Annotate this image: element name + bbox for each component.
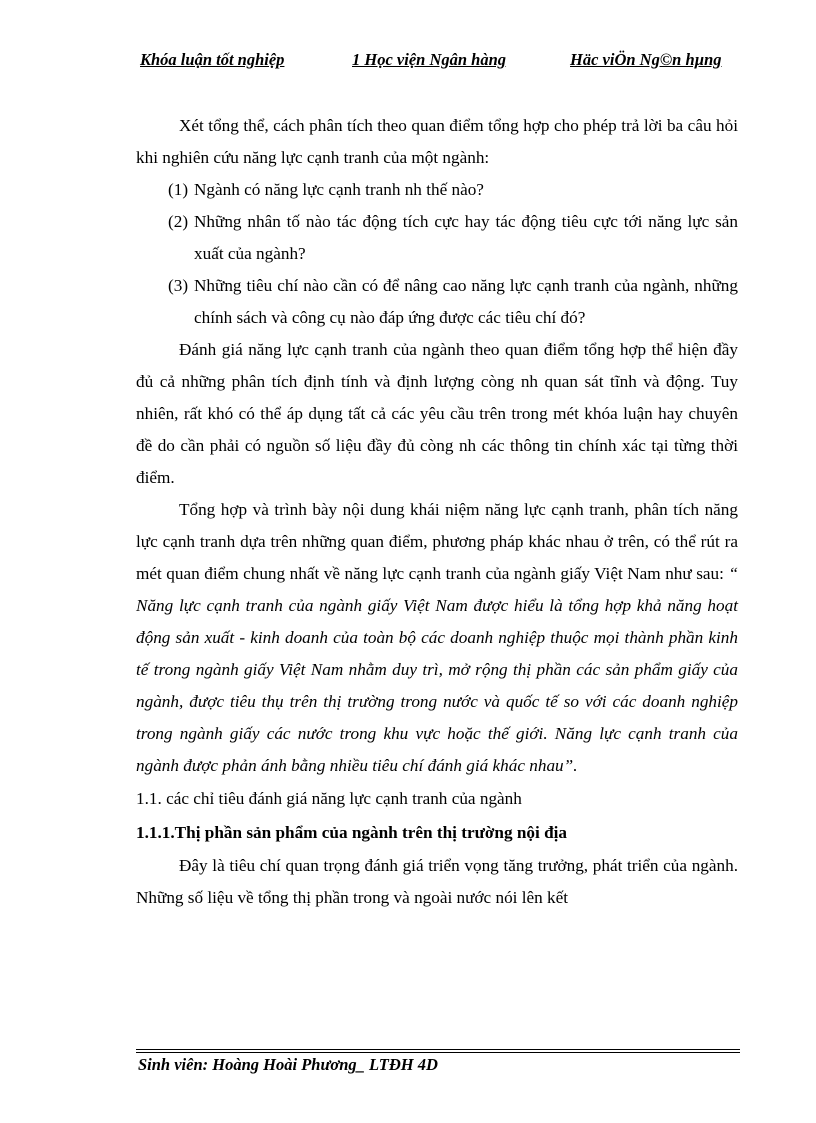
question-text: Những nhân tố nào tác động tích cực hay tác động tiêu cực tới năng lực sản xuất của ngành? xyxy=(194,212,738,263)
header-middle: 1 Học viện Ngân hàng xyxy=(352,50,507,69)
subsection-heading: 1.1.1.Thị phần sản phẩm của ngành trên thị trường nội địa xyxy=(136,823,568,842)
question-number: (1) xyxy=(168,180,189,199)
question-text: Ngành có năng lực cạnh tranh nh thế nào? xyxy=(194,180,484,199)
market-share-paragraph: Đây là tiêu chí quan trọng đánh giá triển vọng tăng trưởng, phát triển của ngành. Những số liệu về tổng thị phần trong và ngoài nước nói lên kết xyxy=(136,856,738,907)
intro-paragraph: Xét tổng thể, cách phân tích theo quan điểm tổng hợp cho phép trả lời ba câu hỏi khi nghiên cứu năng lực cạnh tranh của một ngành: xyxy=(136,116,738,167)
question-text: Những tiêu chí nào cần có để nâng cao năng lực cạnh tranh của ngành, những chính sách và công cụ nào đáp ứng được các tiêu chí đó? xyxy=(194,276,738,327)
header-right: Häc viÖn Ng©n hµng xyxy=(570,50,722,69)
page-body xyxy=(136,110,738,914)
footer-rule-bottom xyxy=(136,1052,740,1053)
question-number: (2) xyxy=(168,212,189,231)
definition-quote: “ Năng lực cạnh tranh của ngành giấy Việt Nam được hiểu là tổng hợp khả năng hoạt động sản xuất - kinh doanh của toàn bộ các doanh nghiệp thuộc mọi thành phần kinh tế trong ngành giấy Việt Nam nhằm duy trì, mở rộng thị phần các sản phẩm giấy của ngành, được tiêu thụ trên thị trường trong nước và quốc tế so với các doanh nghiệp trong ngành giấy các nước trong khu vực hoặc thế giới. Năng lực cạnh tranh của ngành được phản ánh bằng nhiều tiêu chí đánh giá khác nhau”. xyxy=(136,564,738,775)
question-item xyxy=(136,270,738,334)
definition-lead: Tổng hợp và trình bày nội dung khái niệm năng lực cạnh tranh, phân tích năng lực cạnh tranh dựa trên những quan điểm, phương pháp khác nhau ở trên, có thể rút ra mét quan điểm chung nhất về năng lực cạnh tranh của ngành giấy Việt Nam như sau: xyxy=(136,500,738,583)
page-footer: Sinh viên: Hoàng Hoài Phương_ LTĐH 4D xyxy=(138,1055,438,1074)
header-left: Khóa luận tốt nghiệp xyxy=(140,50,285,69)
question-item xyxy=(136,206,738,270)
page-header xyxy=(138,50,738,74)
footer-rule-top xyxy=(136,1049,740,1050)
assessment-paragraph: Đánh giá năng lực cạnh tranh của ngành theo quan điểm tổng hợp thể hiện đầy đủ cả những phân tích định tính và định lượng còng nh quan sát tĩnh và động. Tuy nhiên, rất khó có thể áp dụng tất cả các yêu cầu trên trong mét khóa luận hay chuyên đề do cần phải có nguồn số liệu đầy đủ còng nh các thông tin chính xác tại từng thời điểm. xyxy=(136,340,738,487)
question-item xyxy=(136,174,738,206)
section-heading: 1.1. các chỉ tiêu đánh giá năng lực cạnh tranh của ngành xyxy=(136,789,522,808)
question-number: (3) xyxy=(168,276,189,295)
definition-paragraph xyxy=(136,494,738,782)
